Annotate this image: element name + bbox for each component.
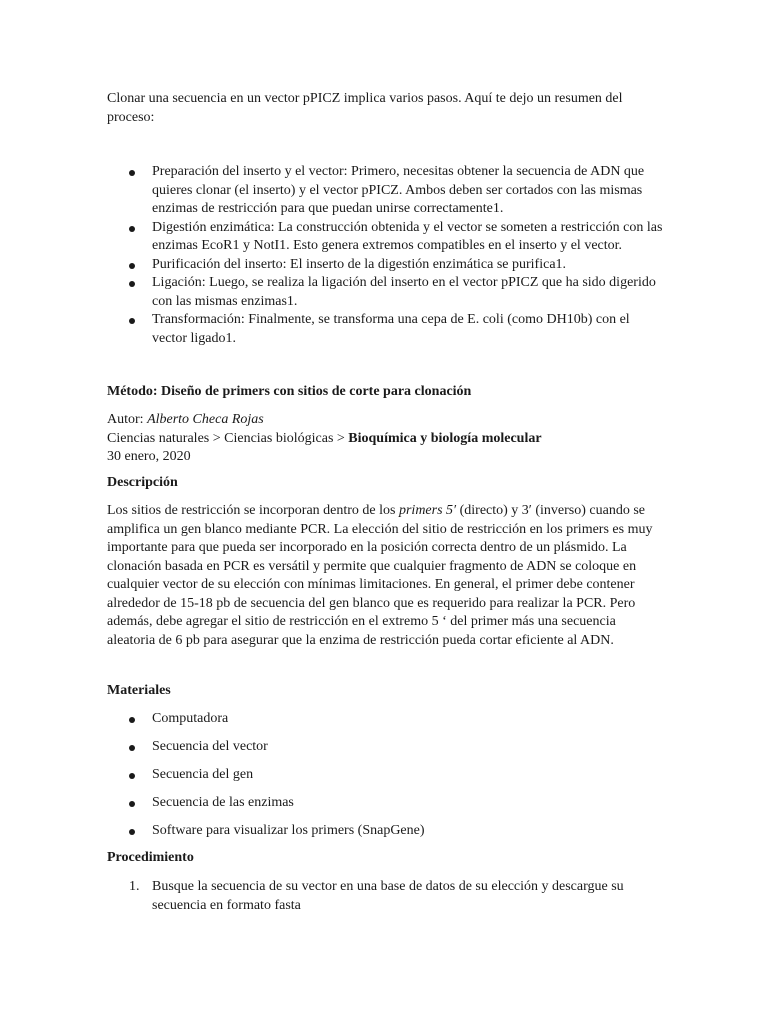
bullet-icon [129,829,135,835]
materials-list [107,710,667,850]
list-item [107,766,667,785]
author-name: Alberto Checa Rojas [147,412,264,427]
author-label: Autor: [107,412,148,427]
material-text: Secuencia del vector [152,739,268,754]
bullet-icon [129,318,135,324]
step-text: Preparación del inserto y el vector: Primero, necesitas obtener la secuencia de ADN que quieres clonar (el inserto) y el vector pPICZ. Ambos deben ser cortados con las mismas enzimas de restricción para que puedan unirse correctamente1. [152,164,645,216]
material-text: Secuencia de las enzimas [152,795,294,810]
list-item [107,163,667,219]
step-text: Purificación del inserto: El inserto de la digestión enzimática se purifica1. [152,256,567,272]
list-item [107,274,667,311]
material-text: Computadora [152,711,229,726]
materials-heading: Materiales [107,683,171,698]
material-text: Software para visualizar los primers (SnapGene) [152,823,425,838]
list-item [107,822,667,841]
list-item [107,738,667,757]
cloning-steps-list [107,163,667,348]
breadcrumb-current: Bioquímica y biología molecular [348,430,542,446]
description-primers: primers 5′ [398,503,457,518]
list-item [107,219,667,256]
bullet-icon [129,263,135,269]
article-meta [107,411,542,467]
bullet-icon [129,170,135,176]
material-text: Secuencia del gen [152,767,254,782]
step-text: Ligación: Luego, se realiza la ligación del inserto en el vector pPICZ que ha sido digerido con las mismas enzimas1. [152,275,656,309]
list-item [107,794,667,813]
list-item [107,311,667,348]
bullet-icon [129,801,135,807]
list-item [107,256,667,275]
description-heading: Descripción [107,475,178,490]
bullet-icon [129,717,135,723]
breadcrumb [107,430,542,449]
description-part1: Los sitios de restricción se incorporan dentro de los [107,503,399,518]
step-text: Digestión enzimática: La construcción obtenida y el vector se someten a restricción con las enzimas EcoR1 y NotI1. Esto genera extremos compatibles en el inserto y el vector. [152,219,663,253]
intro-paragraph: Clonar una secuencia en un vector pPICZ implica varios pasos. Aquí te dejo un resumen del proceso: [107,91,623,125]
description-paragraph [107,502,667,650]
description-part2: (directo) y 3′ (inverso) cuando se amplifica un gen blanco mediante PCR. La elección del sitio de restricción en los primers es muy importante para que pueda ser incorporado en la posición correcta dentro de un plásmido. La clonación basada en PCR es versátil y permite que cualquier fragmento de ADN se coloque en cualquier vector de su elección con mínimas limitaciones. En general, el primer debe contener alrededor de 15-18 pb de secuencia del gen blanco que es requerido para realizar la PCR. Pero además, debe agregar el sitio de restricción en el extremo 5 ‘ del primer más una secuencia aleatoria de 6 pb para asegurar que la enzima de restricción pueda cortar eficiente al ADN. [107,503,653,648]
author-line [107,411,542,430]
bullet-icon [129,226,135,232]
publish-date: 30 enero, 2020 [107,449,191,464]
procedure-text: Busque la secuencia de su vector en una base de datos de su elección y descargue su secuencia en formato fasta [152,879,624,913]
procedure-list [107,878,667,915]
method-title: Método: Diseño de primers con sitios de corte para clonación [107,384,472,399]
bullet-icon [129,773,135,779]
procedure-heading: Procedimiento [107,850,194,865]
step-number: 1. [129,879,140,894]
list-item [107,878,667,915]
step-text: Transformación: Finalmente, se transforma una cepa de E. coli (como DH10b) con el vector ligado1. [152,312,630,346]
bullet-icon [129,281,135,287]
bullet-icon [129,745,135,751]
breadcrumb-prefix: Ciencias naturales > Ciencias biológicas > [107,430,349,446]
list-item [107,710,667,729]
